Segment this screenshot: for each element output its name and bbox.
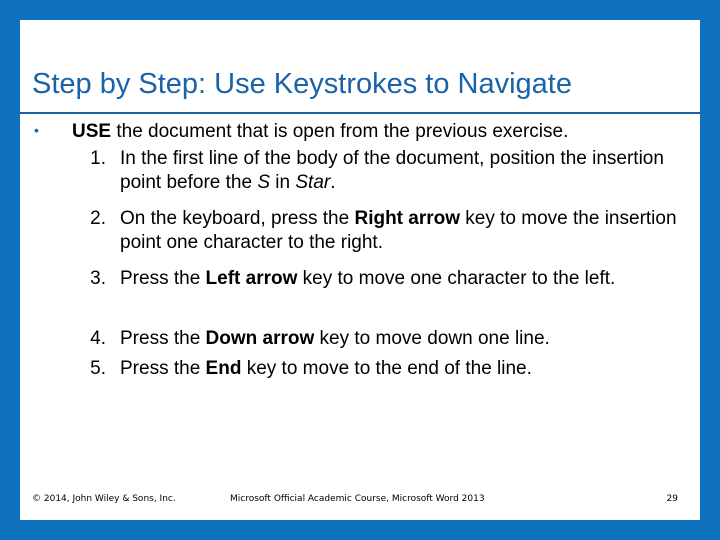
step-text <box>120 267 690 291</box>
step-text-part: Star <box>295 172 331 193</box>
title-divider <box>20 112 700 114</box>
step-text-part: Right arrow <box>354 208 461 229</box>
step-text-part: key to move to the end of the line. <box>241 358 532 379</box>
slide-title: Step by Step: Use Keystrokes to Navigate <box>32 68 572 100</box>
step-text-part: S <box>257 172 271 193</box>
step-number: 4. <box>90 328 106 349</box>
step-text <box>120 357 690 381</box>
step-number: 5. <box>90 358 106 379</box>
step-text-part: in <box>270 172 296 193</box>
step-text-part: On the keyboard, press the <box>120 208 355 229</box>
step-text-part: . <box>330 172 336 193</box>
main-instruction-text: the document that is open from the previous exercise. <box>111 121 569 142</box>
step-text-part: key to move the insertion point one character to the right. <box>120 208 677 253</box>
step-text-part: key to move down one line. <box>314 328 550 349</box>
step-text-part: End <box>205 358 242 379</box>
main-instruction-keyword: USE <box>72 121 112 142</box>
step-text-part: Press the <box>120 268 206 289</box>
main-instruction <box>72 120 568 144</box>
step-number: 2. <box>90 208 106 229</box>
footer-copyright: © 2014, John Wiley & Sons, Inc. <box>32 494 176 504</box>
footer-page-number: 29 <box>666 494 678 504</box>
step-text-part: Down arrow <box>205 328 315 349</box>
step-number: 3. <box>90 268 106 289</box>
step-text <box>120 207 690 255</box>
slide <box>20 20 700 520</box>
step-text-part: Left arrow <box>205 268 298 289</box>
step-text <box>120 147 690 195</box>
step-text <box>120 327 690 351</box>
step-number: 1. <box>90 148 106 169</box>
step-text-part: In the first line of the body of the document, position the insertion point before the <box>120 148 664 193</box>
step-text-part: key to move one character to the left. <box>297 268 616 289</box>
step-text-part: Press the <box>120 328 206 349</box>
step-text-part: Press the <box>120 358 206 379</box>
footer-course: Microsoft Official Academic Course, Microsoft Word 2013 <box>230 494 485 504</box>
bullet-icon: • <box>34 122 39 138</box>
